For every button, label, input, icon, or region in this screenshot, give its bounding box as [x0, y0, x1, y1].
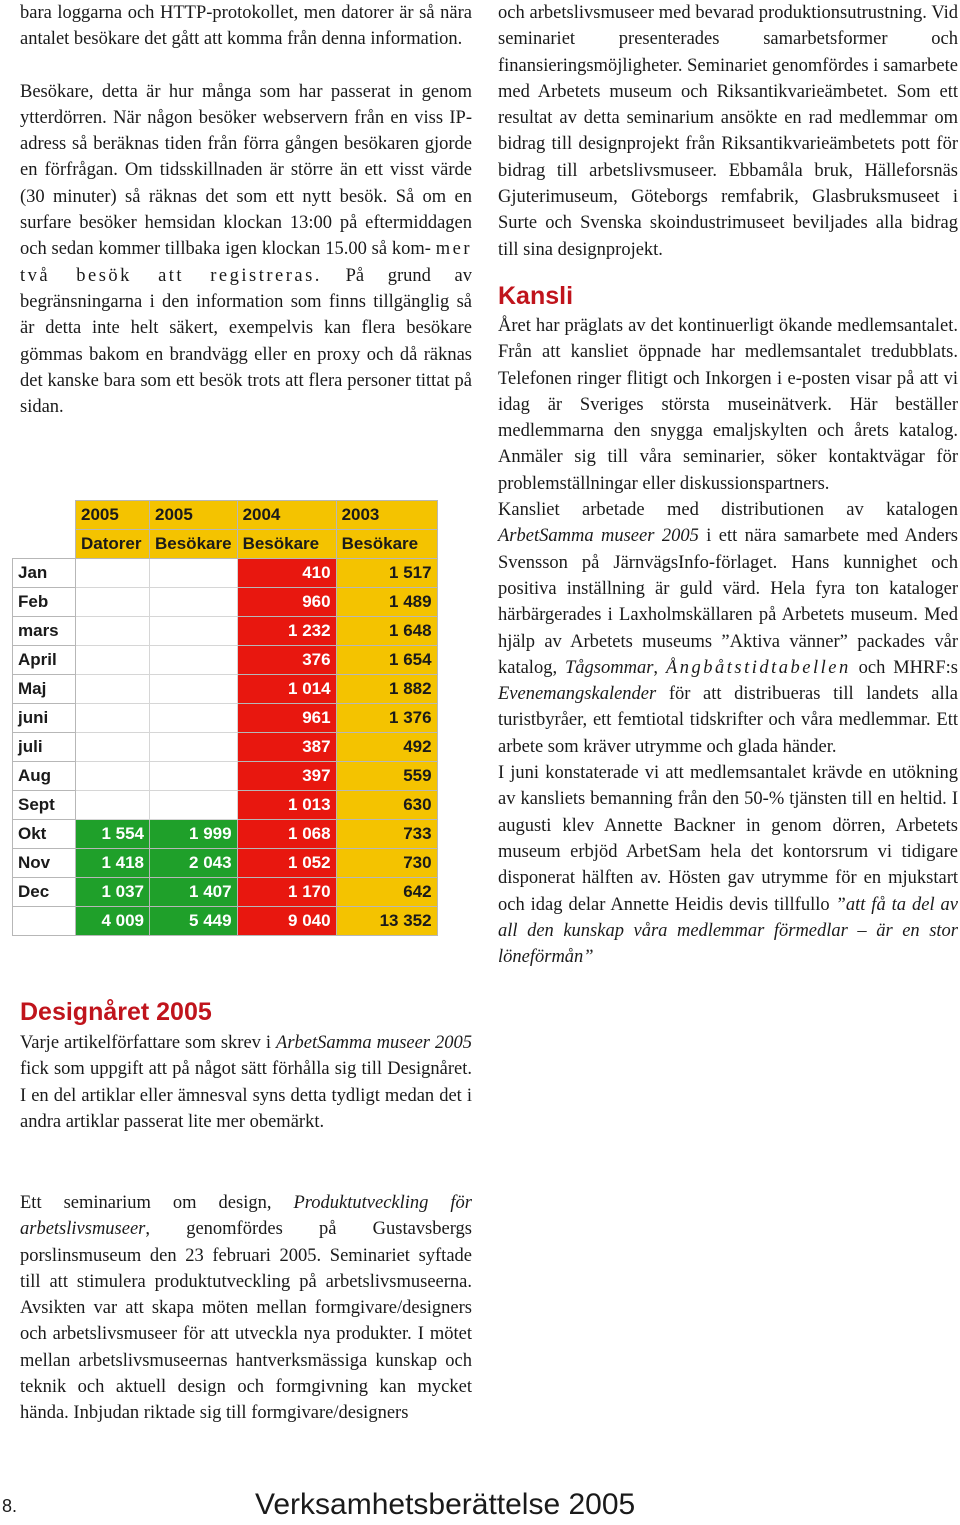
page-number: 8.: [2, 1496, 18, 1516]
table-cell: 376: [237, 646, 336, 675]
table-cell: [76, 762, 150, 791]
table-total-cell: 5 449: [150, 907, 238, 936]
table-row: [13, 791, 438, 820]
seminar-section: [20, 1190, 472, 1427]
table-header-year: 2005: [150, 501, 238, 530]
month-label: April: [13, 646, 76, 675]
table-cell: [76, 588, 150, 617]
paragraph-text: Besökare, detta är hur många som har passerat in genom ytterdörren. När någon besöker webservern från en viss IP-adress så beräknas tiden från förra gången besökaren gjorde en förfrågan. Om tidsskillnaden är större än ett visst värde (30 minuter) så räknas det som ett nytt besök. Så om en surfare besöker hemsidan klockan 13:00 på eftermiddagen och sedan kommer tillbaka igen klockan 15.00 så kom-: [20, 81, 472, 260]
table-row: [13, 588, 438, 617]
table-header-year: 2004: [237, 501, 336, 530]
paragraph: och arbetslivsmuseer med bevarad produktionsutrustning. Vid seminariet presenterades samarbetsformer och finansieringsmöjligheter. Seminariet genomfördes i samarbete med Arbetets museum och Riksantikvarieämbetet. Som ett resultat av detta seminarium ansökte en rad medlemmar om bidrag till designprojekt från Riksantikvarieämbetets pott för bidrag till arbetslivsmuseer. Ebbamåla bruk, Hälleforsnäs Gjuterimuseum, Göteborgs remfabrik, Glasbruksmuseet i Surte och Svenska skoindustrimuseet beviljades alla bidrag till sina designprojekt.: [498, 3, 958, 260]
month-label: mars: [13, 617, 76, 646]
table-cell: 1 418: [76, 849, 150, 878]
table-row: [13, 849, 438, 878]
paragraph: [498, 497, 958, 760]
publication-title: Ångbåtstidtabellen: [665, 657, 851, 678]
table-cell: [76, 733, 150, 762]
table-cell: 397: [237, 762, 336, 791]
table-cell: [150, 762, 238, 791]
table-cell: 630: [336, 791, 437, 820]
table-cell: 1 376: [336, 704, 437, 733]
month-label: Jan: [13, 559, 76, 588]
table-cell: 1 654: [336, 646, 437, 675]
paragraph-text: Varje artikelförfattare som skrev i: [20, 1033, 277, 1053]
table-cell: 559: [336, 762, 437, 791]
table-total-cell: 13 352: [336, 907, 437, 936]
paragraph-text: Ett seminarium om design,: [20, 1193, 294, 1213]
paragraph-text: i ett nära samarbete med Anders Svensson på JärnvägsInfo-förlaget. Hans kunnighet och positiva inställning är guld värd. Hela fyra ton kataloger härbärgerades i Laxholmskällaren på Arbetets museum. Med hjälp av Arbetets museums ”Aktiva vänner” packades vår katalog,: [498, 526, 958, 678]
table-cell: [76, 617, 150, 646]
section-heading-kansli: Kansli: [498, 281, 574, 310]
paragraph-text: På grund av begränsningarna i den information som finns tillgänglig så är detta inte helt säkert, exempelvis kan flera besökare gömmas bakom en brandvägg eller en proxy och då räknas det kanske bara som ett besök trots att flera personer tittat på sidan.: [20, 265, 473, 418]
publication-title: ArbetSamma museer 2005: [498, 526, 699, 547]
table-body: [13, 559, 438, 936]
quote: ”att få ta del av all den kunskap våra medlemmar förmedlar – är en stor löneförmån”: [498, 894, 958, 968]
table-cell: [150, 791, 238, 820]
table-cell: [76, 646, 150, 675]
table-total-label: [13, 907, 76, 936]
paragraph-text: , genomfördes på Gustavsbergs porslinsmuseum den 23 februari 2005. Seminariet syftade till att stimulera produktutveckling på arbetslivsmuseerna. Avsikten var att skapa möten mellan formgivare/designers och arbetslivsmuseer för att utveckla nya produkter. I mötet mellan arbetslivsmuseernas hantverksmässiga kunskap och teknik och aktuell design och formgivning kan mycket hända. Inbjudan riktade sig till formgivare/designers: [20, 1219, 472, 1424]
table-cell: [76, 704, 150, 733]
paragraph-text: fick som uppgift att på något sätt förhålla sig till Designåret. I en del artiklar eller ämnesval syns detta tydligt medan det i andra artiklar passerat lite mer obemärkt.: [20, 1059, 472, 1132]
table-header-year: 2003: [336, 501, 437, 530]
table-cell: [150, 704, 238, 733]
month-label: Aug: [13, 762, 76, 791]
table-cell: [76, 559, 150, 588]
table-cell: [150, 559, 238, 588]
table-cell: 1 999: [150, 820, 238, 849]
table-cell: 1 037: [76, 878, 150, 907]
table-row: [13, 704, 438, 733]
table-header-label: Besökare: [237, 530, 336, 559]
month-label: Dec: [13, 878, 76, 907]
table-row: [13, 762, 438, 791]
section-heading-design: Designåret 2005: [20, 998, 212, 1026]
paragraph: [20, 1190, 472, 1427]
table-cell: [150, 733, 238, 762]
table-corner: [13, 501, 76, 530]
table-corner: [13, 530, 76, 559]
table-cell: 642: [336, 878, 437, 907]
table-cell: [150, 675, 238, 704]
table-cell: 961: [237, 704, 336, 733]
visitor-statistics-table: [12, 500, 438, 936]
table-cell: 1 068: [237, 820, 336, 849]
table-cell: 1 013: [237, 791, 336, 820]
table-cell: 1 554: [76, 820, 150, 849]
paragraph-text: och MHRF:s: [850, 657, 958, 678]
left-column: [20, 0, 472, 420]
table-cell: [150, 617, 238, 646]
table-cell: 410: [237, 559, 336, 588]
table-total-cell: 4 009: [76, 907, 150, 936]
table-row: [13, 820, 438, 849]
month-label: Feb: [13, 588, 76, 617]
table-row: [13, 559, 438, 588]
table-row: [13, 675, 438, 704]
table-header-label-row: [13, 530, 438, 559]
publication-title: ArbetSamma museer 2005: [276, 1033, 472, 1053]
table-cell: 492: [336, 733, 437, 762]
paragraph-text: Kansliet arbetade med distributionen av katalogen: [498, 500, 958, 521]
paragraph: bara loggarna och HTTP-protokollet, men datorer är så nära antalet besökare det gått att komma från denna information.: [20, 3, 472, 50]
table-row: [13, 733, 438, 762]
table-header-label: Besökare: [336, 530, 437, 559]
seminar-title: Produktutveckling för arbetslivsmuseer: [20, 1193, 472, 1240]
paragraph: Året har präglats av det kontinuerligt ökande medlemsantalet. Från att kansliet öppnade har medlemsantalet tredubblats. Telefonen ringer flitigt och Inkorgen i e-posten visar på att vi idag är Sveriges största museinätverk. Här beställer medlemmarna den snygga emaljskylten och årets katalog. Anmäler sig till våra seminarier, söker kontaktvägar för problemställningar eller diskussionspartners.: [498, 315, 958, 494]
table-header-label: Besökare: [150, 530, 238, 559]
publication-title: Evenemangskalender: [498, 684, 657, 705]
table-cell: 1 489: [336, 588, 437, 617]
table-row: [13, 878, 438, 907]
paragraph: [20, 79, 472, 421]
table-total-cell: 9 040: [237, 907, 336, 936]
table-cell: 730: [336, 849, 437, 878]
table-cell: [76, 675, 150, 704]
table-cell: 387: [237, 733, 336, 762]
month-label: Maj: [13, 675, 76, 704]
table-row: [13, 646, 438, 675]
table-cell: 1 232: [237, 617, 336, 646]
table-row: [13, 617, 438, 646]
paragraph-text: ,: [653, 657, 666, 678]
paragraph-text: I juni konstaterade vi att medlemsantalet krävde en utökning av kansliets bemanning från den 50-% tjänsten till en heltid. I augusti klev Annette Backner in genom dörren, Arbetets museum erbjöd ArbetSam hela det kontorsrum vi tidigare disponerat hälften av. Hösten gav utrymme för en mjukstart och idag delar Annette Heidis devis tillfullo: [498, 763, 958, 915]
table-cell: 1 407: [150, 878, 238, 907]
paragraph-text: för att distribueras till landets alla turistbyråer, ett femtiotal tidskrifter och våra medlemmar. Ett arbete som kräver utrymme och glada händer.: [498, 684, 958, 757]
table-header-label: Datorer: [76, 530, 150, 559]
table-cell: 2 043: [150, 849, 238, 878]
table-cell: 960: [237, 588, 336, 617]
design-section: [20, 1030, 472, 1135]
month-label: juli: [13, 733, 76, 762]
table-cell: [150, 588, 238, 617]
table-cell: 733: [336, 820, 437, 849]
table-cell: [76, 791, 150, 820]
table-cell: 1 882: [336, 675, 437, 704]
right-column: [498, 0, 958, 970]
table-cell: 1 052: [237, 849, 336, 878]
table-cell: [150, 646, 238, 675]
month-label: juni: [13, 704, 76, 733]
month-label: Nov: [13, 849, 76, 878]
month-label: Sept: [13, 791, 76, 820]
table-total-row: [13, 907, 438, 936]
table-header-year-row: [13, 501, 438, 530]
publication-title: Tågsommar: [564, 657, 654, 678]
table-cell: 1 517: [336, 559, 437, 588]
paragraph: [498, 760, 958, 970]
paragraph-text: mer två besök att registreras.: [20, 239, 473, 286]
table-cell: 1 014: [237, 675, 336, 704]
paragraph: [20, 1030, 472, 1135]
table-cell: 1 648: [336, 617, 437, 646]
table-cell: 1 170: [237, 878, 336, 907]
table-header-year: 2005: [76, 501, 150, 530]
month-label: Okt: [13, 820, 76, 849]
footer-title: Verksamhetsberättelse 2005: [255, 1488, 636, 1521]
